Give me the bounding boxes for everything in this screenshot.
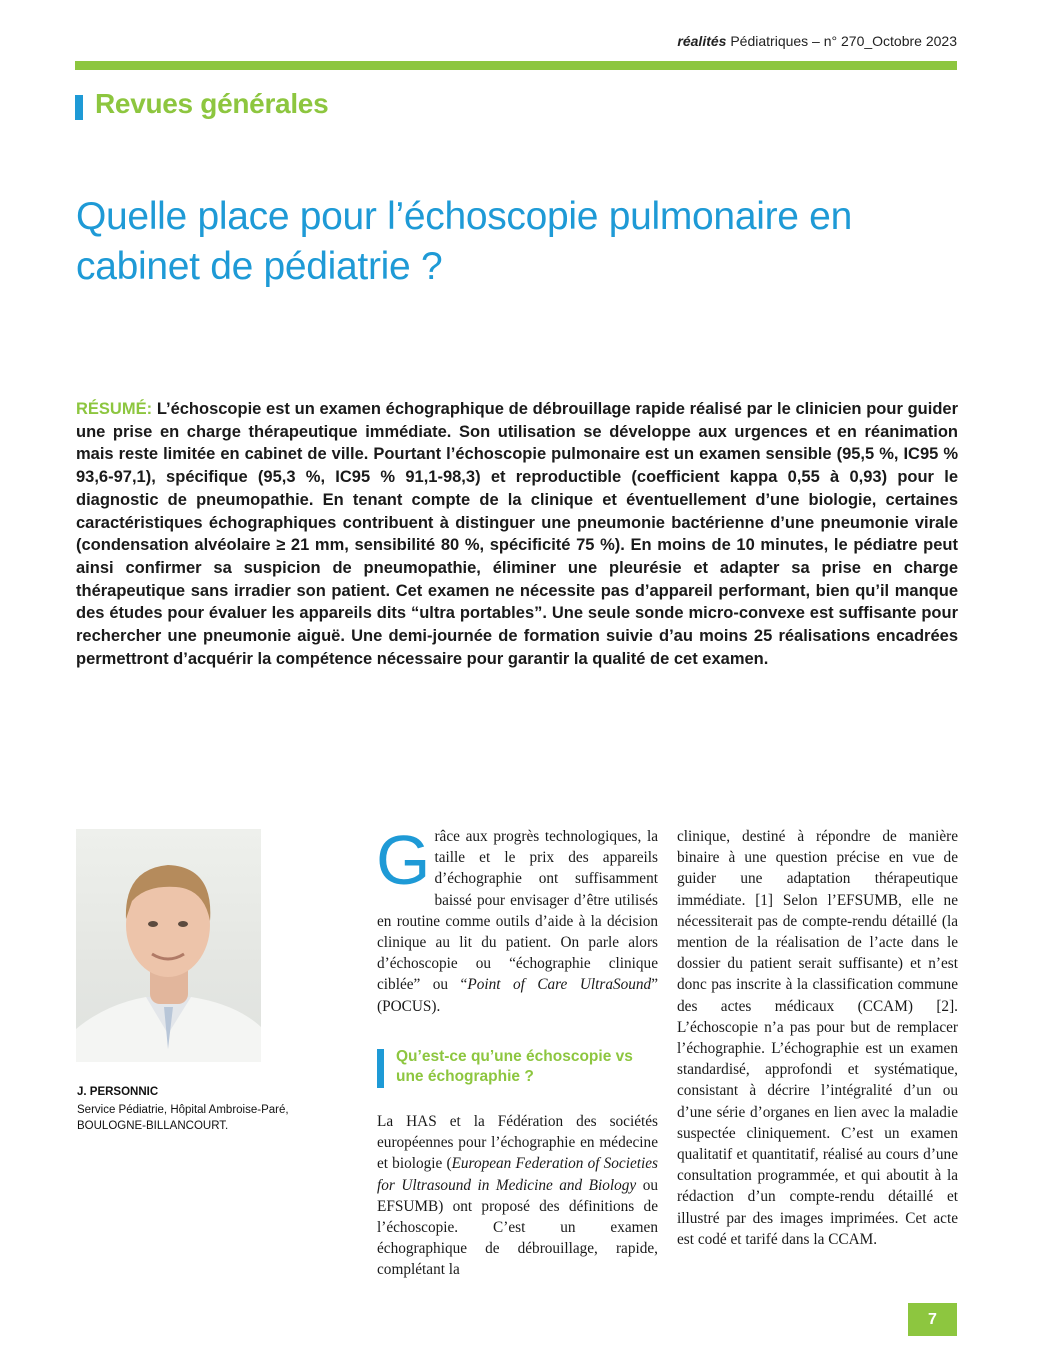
author-photo	[76, 829, 261, 1062]
column-2-paragraph: clinique, destiné à répondre de manière binaire à une question précise en vue de guider une adaptation thérapeutique immédiate. [1] Selon l’EFSUMB, elle ne nécessiterait pas de compte-rendu détaillé (la mention de la réalisation de l’acte dans le dossier du patient serait suffisante) et n’est donc pas inscrite à la classification commune des actes médicaux (CCAM) [2]. L’échoscopie n’a pas pour but de remplacer l’échographie. L’échographie est un examen standardisé, approfondi et systématique, consistant à décrire l’intégralité d’un ou d’une série d’organes en lien avec la maladie suspectée cliniquement. C’est un examen qualitatif et quantitatif, réalisé au cours d’une consultation programmée, et qui aboutit à la rédaction d’un compte-rendu détaillé et illustré par des images imprimées. Cet acte est codé et tarifé dans la CCAM.	[677, 828, 958, 1248]
journal-brand: réalités	[677, 33, 727, 49]
header-rule	[75, 61, 957, 70]
intro-paragraph: râce aux progrès technologiques, la taille et le prix des appareils d’échographie ont suffisamment baissé pour envisager d’être utilisés en routine comme outils d’aide à la décision clinique au lit du patient. On parle alors d’échoscopie ou “échographie clinique ciblée” ou “Point of Care UltraSound” (POCUS).	[377, 828, 659, 1015]
author-city: BOULOGNE-BILLANCOURT.	[77, 1120, 229, 1132]
section-subheading: Qu’est-ce qu’une échoscopie vs une échographie ?	[396, 1048, 633, 1085]
article-title: Quelle place pour l’échoscopie pulmonaire en cabinet de pédiatrie ?	[76, 195, 852, 288]
abstract-text: L’échoscopie est un examen échographique de débrouillage rapide réalisé par le clinicien pour guider une prise en charge thérapeutique immédiate. Son utilisation se développe aux urgences et en réanimation mais reste limitée en cabinet de ville. Pourtant l’échoscopie pulmonaire est un examen sensible (95,5 %, IC95 % 93,6-97,1), spécifique (95,3 %, IC95 % 91,1-98,3) et reproductible (coefficient kappa 0,55 à 0,93) pour le diagnostic de pneumopathie. En tenant compte de la clinique et éventuellement d’une biologie, certaines caractéristiques échographiques contribuent à distinguer une pneumonie bactérienne d’une pneumonie virale (condensation alvéolaire ≥ 21 mm, sensibilité 80 %, spécificité 75 %). En moins de 10 minutes, le pédiatre peut ainsi confirmer sa suspicion de pneumopathie, éliminer une pleurésie et adapter sa prise en charge thérapeutique sans irradier son patient. Cet examen ne nécessite pas d’appareil performant, bien qu’il manque des études pour évaluer les appareils dits “ultra portables”. Une seule sonde micro-convexe est suffisante pour rechercher une pneumonie aiguë. Une demi-journée de formation suivie d’au moins 25 réalisations encadrées permettront d’acquérir la compétence nécessaire pour garantir la qualité de cet examen.	[76, 400, 958, 668]
author-name: J. PERSONNIC	[77, 1086, 159, 1098]
paragraph-2: La HAS et la Fédération des sociétés européennes pour l’échographie en médecine et biologie (European Federation of Societies for Ultrasound in Medicine and Biology ou EFSUMB) ont proposé des définitions de l’échoscopie. C’est un examen échographique de débrouillage, rapide, complétant la	[377, 1113, 659, 1279]
page-number: 7	[908, 1303, 957, 1336]
body-column-1	[376, 821, 659, 1017]
running-header	[75, 33, 957, 49]
abstract-label: RÉSUMÉ:	[76, 400, 153, 418]
abstract	[76, 398, 958, 670]
author-portrait-illustration	[76, 829, 261, 1062]
journal-issue: Pédiatriques – n° 270_Octobre 2023	[730, 33, 957, 49]
author-affiliation: Service Pédiatrie, Hôpital Ambroise-Paré,	[77, 1104, 289, 1116]
rubric-label: Revues générales	[95, 88, 329, 119]
body-column-2	[677, 826, 958, 1250]
subheading-marker	[377, 1049, 384, 1088]
rubric-marker	[75, 95, 83, 120]
body-column-1-continued	[377, 1111, 658, 1281]
drop-cap: G	[376, 821, 431, 899]
